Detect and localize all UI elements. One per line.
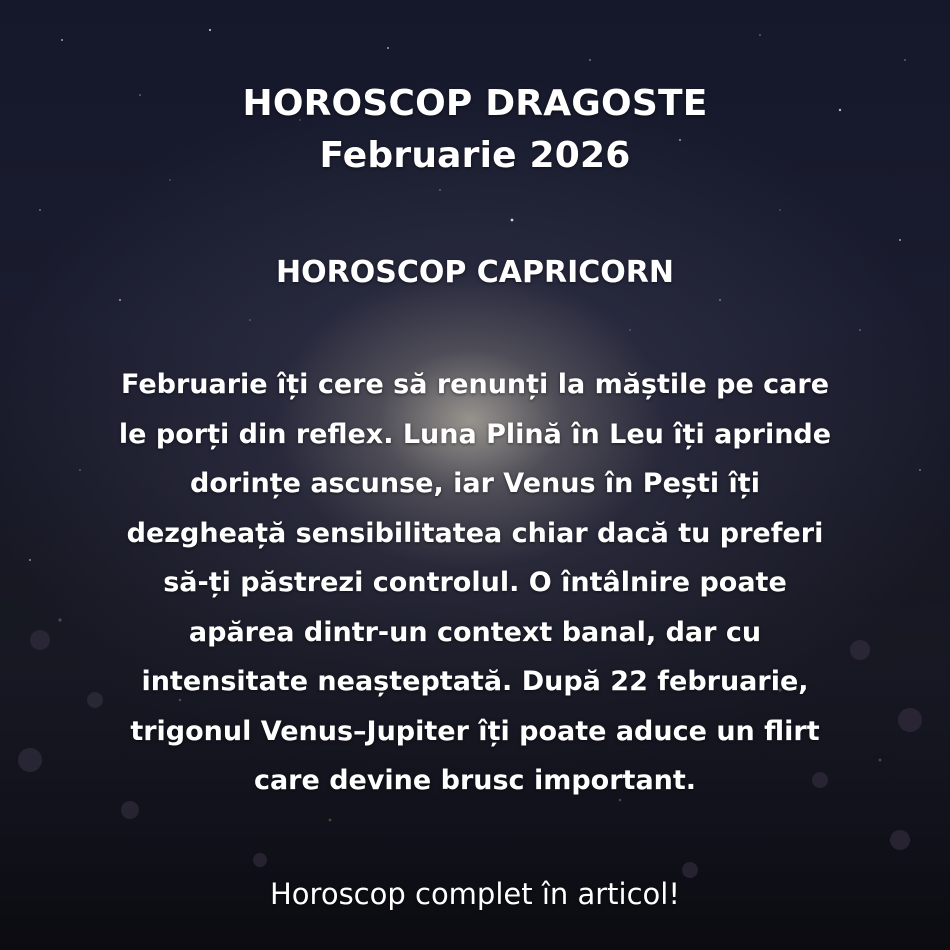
body-line: dezgheață sensibilitatea chiar dacă tu preferi: [126, 517, 824, 549]
title-line-1: HOROSCOP DRAGOSTE: [242, 83, 708, 124]
horoscope-body-text: [40, 360, 910, 806]
page-title: [0, 78, 950, 182]
body-line: care devine brusc important.: [253, 765, 697, 796]
body-line: să-ți păstrezi controlul. O întâlnire poate: [163, 567, 787, 598]
body-line: dorințe ascunse, iar Venus în Pești îți: [190, 468, 760, 499]
read-more-cta: Horoscop complet în articol!: [270, 877, 680, 911]
body-line: intensitate neașteptată. După 22 februarie,: [141, 666, 809, 697]
body-line: apărea dintr-un context banal, dar cu: [188, 616, 762, 648]
body-line: Februarie îți cere să renunți la măștile pe care: [120, 369, 830, 400]
section-heading: HOROSCOP CAPRICORN: [276, 255, 674, 290]
body-line: trigonul Venus–Jupiter îți poate aduce un flirt: [130, 715, 820, 747]
title-line-2: Februarie 2026: [319, 135, 631, 176]
body-line: le porți din reflex. Luna Plină în Leu îți aprinde: [118, 418, 832, 450]
